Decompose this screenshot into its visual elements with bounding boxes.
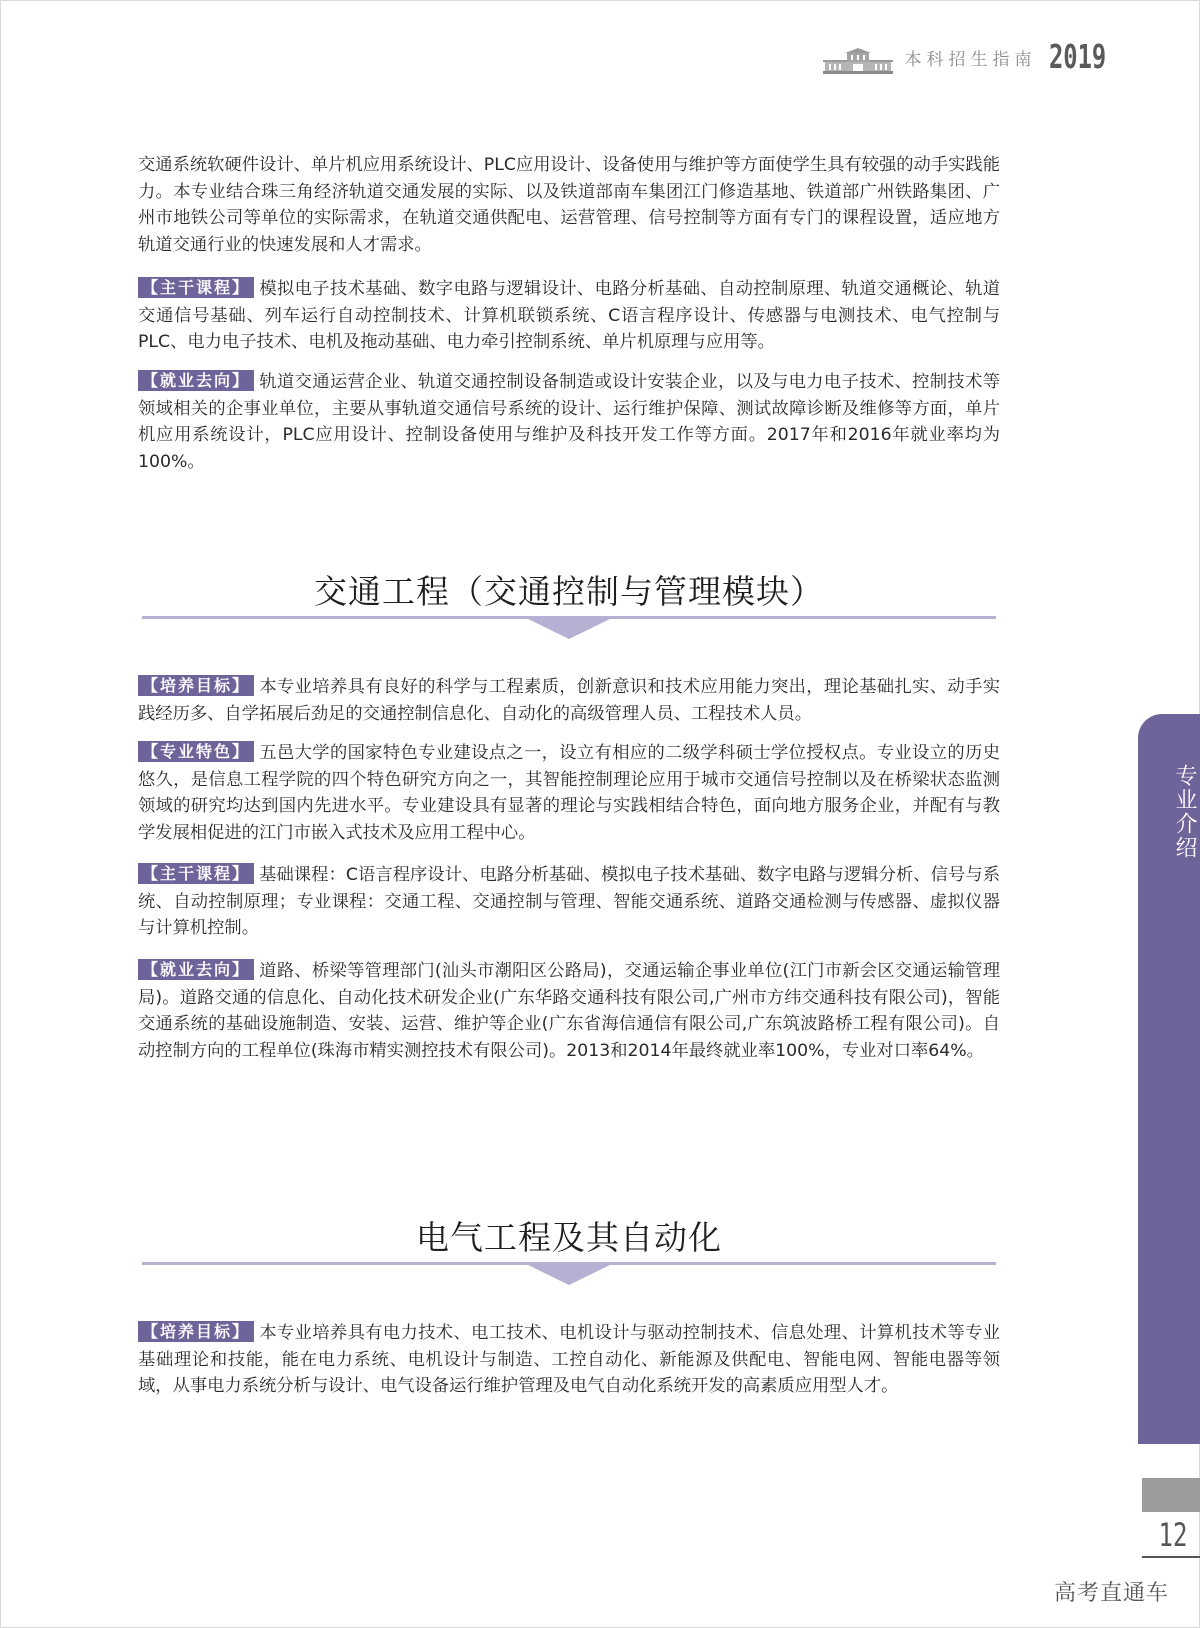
electrical-goal-block xyxy=(138,1320,1000,1400)
prev-section-body xyxy=(138,152,1000,258)
traffic-feature-text: 五邑大学的国家特色专业建设点之一，设立有相应的二级学科硕士学位授权点。专业设立的历史悠久，是信息工程学院的四个特色研究方向之一，其智能控制理论应用于城市交通信号控制以及在桥梁状态监测领域的研究均达到国内先进水平。专业建设具有显著的理论与实践相结合特色，面向地方服务企业，并配有与教学发展相促进的江门市嵌入式技术及应用工程中心。 xyxy=(138,743,1000,843)
career-tag: 【就业去向】 xyxy=(138,370,254,391)
electrical-goal-paragraph xyxy=(138,1320,1000,1400)
traffic-career-text: 道路、桥梁等管理部门(汕头市潮阳区公路局)，交通运输企事业单位(江门市新会区交通运输管理局)。道路交通的信息化、自动化技术研发企业(广东华路交通科技有限公司,广州市方纬交通科技有限公司)，智能交通系统的基础设施制造、安装、运营、维护等企业(广东省海信通信有限公司,广东筑波路桥工程有限公司)。自动控制方向的工程单位(珠海市精实测控技术有限公司)。2013和2014年最终就业率100%，专业对口率64%。 xyxy=(138,961,1000,1061)
prev-courses-paragraph xyxy=(138,276,1000,356)
traffic-section-divider xyxy=(142,614,996,644)
traffic-goal-block xyxy=(138,674,1000,727)
courses-tag: 【主干课程】 xyxy=(138,863,254,884)
page-header xyxy=(823,38,1112,74)
prev-career-paragraph xyxy=(138,369,1000,475)
prev-courses-block xyxy=(138,276,1000,356)
traffic-feature-block xyxy=(138,740,1000,846)
courses-tag: 【主干课程】 xyxy=(138,277,254,298)
traffic-courses-text: 基础课程：C语言程序设计、电路分析基础、模拟电子技术基础、数字电路与逻辑分析、信号与系统、自动控制原理；专业课程：交通工程、交通控制与管理、智能交通系统、道路交通检测与传感器、虚拟仪器与计算机控制。 xyxy=(138,865,1000,938)
divider-arrow-icon xyxy=(142,1260,996,1290)
electrical-section-title: 电气工程及其自动化 xyxy=(416,1218,722,1257)
header-title: 本科招生指南 xyxy=(904,50,1037,70)
prev-career-block xyxy=(138,369,1000,475)
goal-tag: 【培养目标】 xyxy=(138,1321,254,1342)
prev-career-text: 轨道交通运营企业、轨道交通控制设备制造或设计安装企业，以及与电力电子技术、控制技术等领域相关的企事业单位，主要从事轨道交通信号系统的设计、运行维护保障、测试故障诊断及维修等方面，单片机应用系统设计，PLC应用设计、控制设备使用与维护及科技开发工作等方面。2017年和2016年就业率均为100%。 xyxy=(138,372,1000,472)
side-tab xyxy=(1138,714,1200,1444)
side-tab-label: 专业介绍 xyxy=(1172,764,1197,860)
traffic-goal-paragraph xyxy=(138,674,1000,727)
building-icon xyxy=(823,48,893,74)
traffic-career-paragraph xyxy=(138,958,1000,1064)
header-year: 2019 xyxy=(1048,37,1106,76)
prev-courses-text: 模拟电子技术基础、数字电路与逻辑设计、电路分析基础、自动控制原理、轨道交通概论、轨道交通信号基础、列车运行自动控制技术、计算机联锁系统、C语言程序设计、传感器与电测技术、电气控制与PLC、电力电子技术、电机及拖动基础、电力牵引控制系统、单片机原理与应用等。 xyxy=(138,279,1000,352)
career-tag: 【就业去向】 xyxy=(138,959,254,980)
traffic-career-block xyxy=(138,958,1000,1064)
traffic-section-title: 交通工程（交通控制与管理模块） xyxy=(314,572,824,611)
prev-intro-paragraph: 交通系统软硬件设计、单片机应用系统设计、PLC应用设计、设备使用与维护等方面使学生具有较强的动手实践能力。本专业结合珠三角经济轨道交通发展的实际、以及铁道部南车集团江门修造基地、铁道部广州铁路集团、广州市地铁公司等单位的实际需求，在轨道交通供配电、运营管理、信号控制等方面有专门的课程设置，适应地方轨道交通行业的快速发展和人才需求。 xyxy=(138,155,1000,255)
page-number-underline xyxy=(1142,1556,1200,1558)
watermark: 高考直通车 xyxy=(1054,1581,1170,1606)
feature-tag: 【专业特色】 xyxy=(138,741,254,762)
traffic-courses-block xyxy=(138,862,1000,942)
traffic-goal-text: 本专业培养具有良好的科学与工程素质，创新意识和技术应用能力突出，理论基础扎实、动手实践经历多、自学拓展后劲足的交通控制信息化、自动化的高级管理人员、工程技术人员。 xyxy=(138,677,1000,724)
electrical-goal-text: 本专业培养具有电力技术、电工技术、电机设计与驱动控制技术、信息处理、计算机技术等专业基础理论和技能，能在电力系统、电机设计与制造、工控自动化、新能源及供配电、智能电网、智能电器等领域，从事电力系统分析与设计、电气设备运行维护管理及电气自动化系统开发的高素质应用型人才。 xyxy=(138,1323,1000,1396)
page-number-bar xyxy=(1142,1478,1200,1512)
divider-arrow-icon xyxy=(142,614,996,644)
electrical-section-divider xyxy=(142,1260,996,1290)
traffic-feature-paragraph xyxy=(138,740,1000,846)
traffic-courses-paragraph xyxy=(138,862,1000,942)
goal-tag: 【培养目标】 xyxy=(138,675,254,696)
page-number: 12 xyxy=(1158,1516,1188,1554)
